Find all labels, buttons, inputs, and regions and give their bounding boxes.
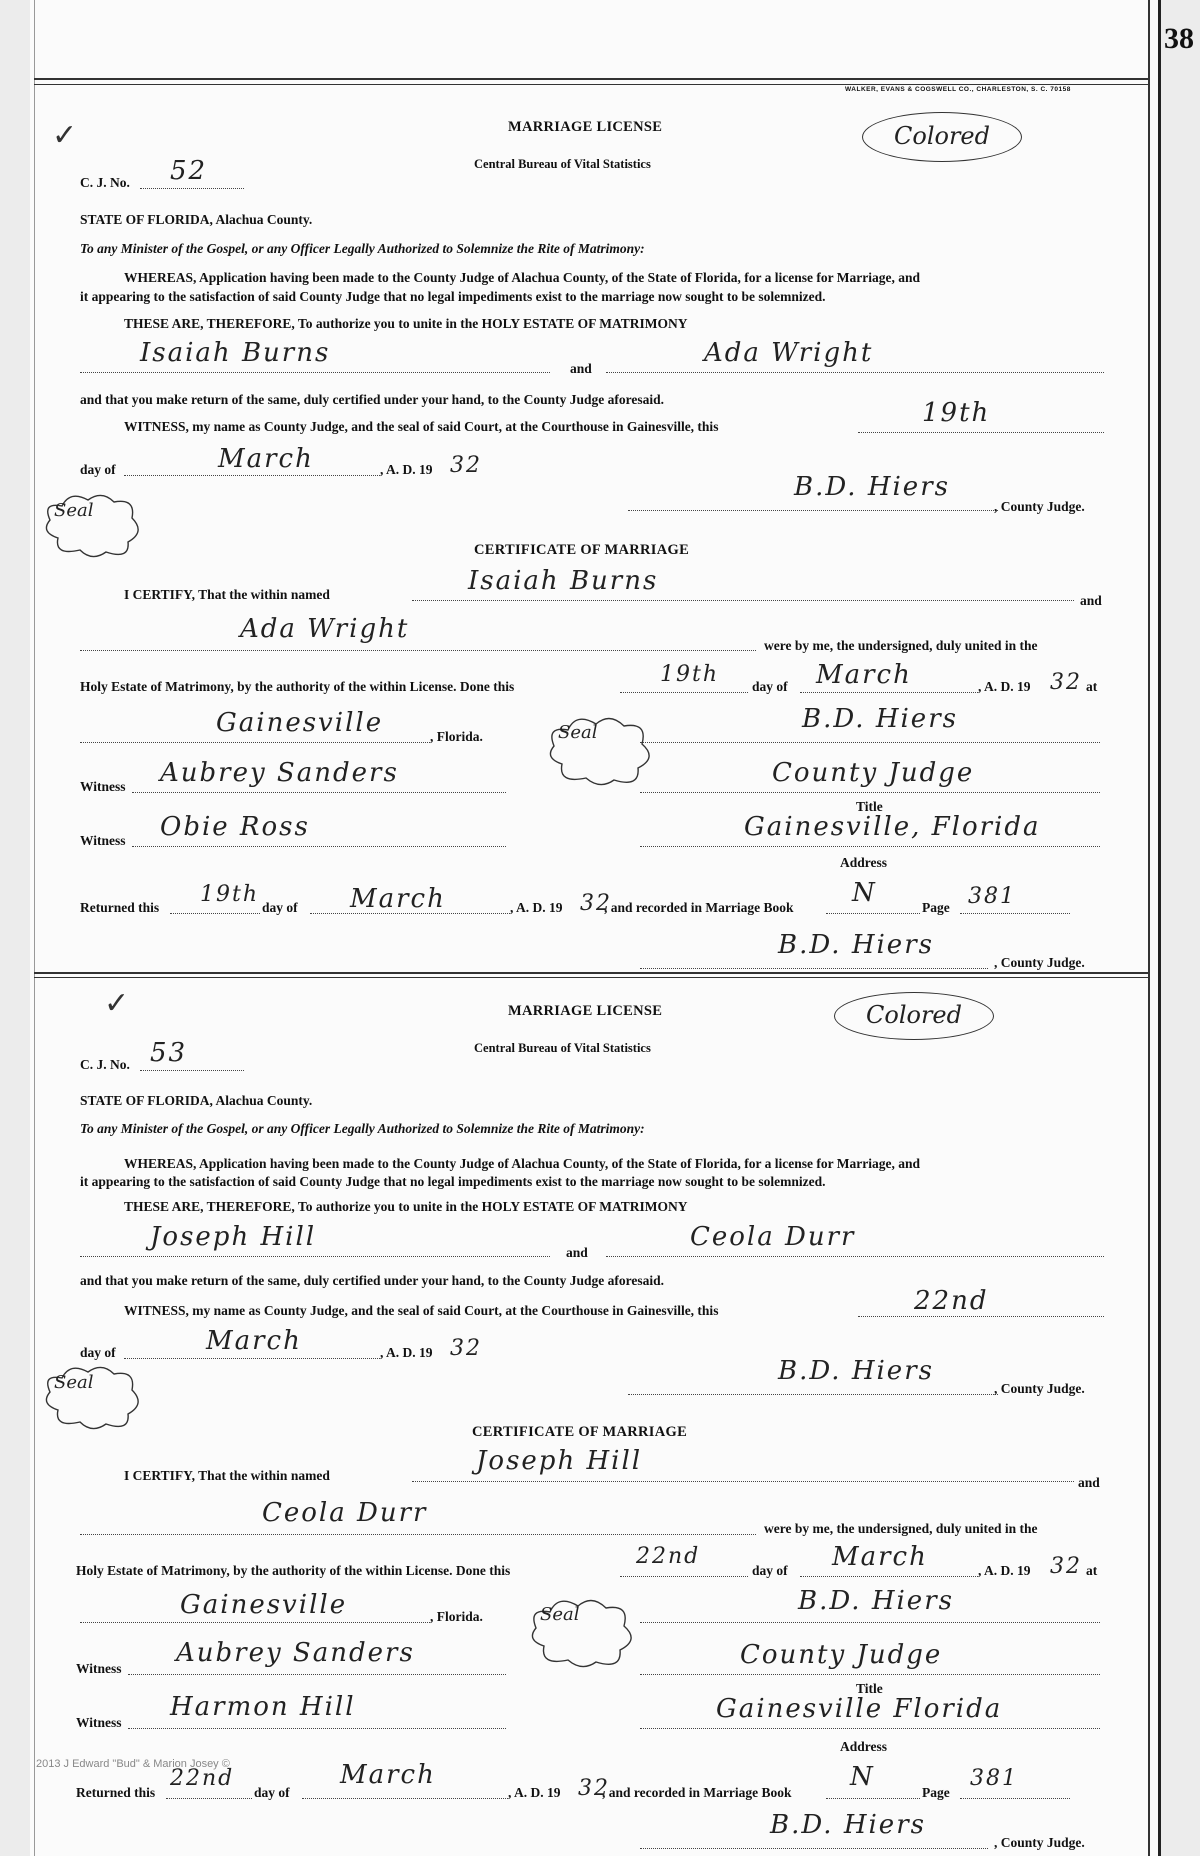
were-by-me-label: were by me, the undersigned, duly united in the	[764, 638, 1038, 653]
page-edge-right	[1148, 0, 1150, 1856]
done-year: 32	[1050, 1554, 1082, 1579]
binding-edge	[1158, 0, 1161, 1856]
license-title: MARRIAGE LICENSE	[508, 119, 663, 135]
title-label: Title	[856, 799, 883, 814]
witness-statement: WITNESS, my name as County Judge, and the seal of said Court, at the Courthouse in Gainesville, this	[124, 419, 719, 434]
witness1: Aubrey Sanders	[160, 758, 399, 788]
groom-name: Isaiah Burns	[140, 338, 331, 368]
judge-signature-line	[628, 510, 998, 511]
license-month-line	[124, 1358, 380, 1359]
cert-seal-stamp	[526, 1594, 646, 1672]
these-are-line: THESE ARE, THEREFORE, To authorize you to unite in the HOLY ESTATE OF MATRIMONY	[124, 1199, 688, 1214]
cert-bride: Ada Wright	[240, 614, 410, 644]
record-divider	[34, 972, 1148, 974]
top-rule	[34, 78, 1148, 80]
day-of-label: day of	[80, 1345, 116, 1360]
at-label: at	[1086, 679, 1098, 694]
printer-imprint: WALKER, EVANS & COGSWELL CO., CHARLESTON, S. C. 70158	[845, 86, 1071, 93]
officiant-signature-line	[640, 742, 1100, 743]
witness-statement: WITNESS, my name as County Judge, and the seal of said Court, at the Courthouse in Gainesville, this	[124, 1303, 719, 1318]
returned-day: 22nd	[170, 1766, 235, 1791]
cert-day-of-label: day of	[752, 679, 788, 694]
cert-groom-line	[412, 1481, 1074, 1482]
address-label: Address	[840, 855, 888, 870]
license-year: 32	[450, 1336, 482, 1361]
cert-and-label: and	[1078, 1475, 1100, 1490]
holy-estate-label: Holy Estate of Matrimony, by the authority of the within License. Done this	[76, 1563, 511, 1578]
county-judge-label: , County Judge.	[994, 1381, 1085, 1396]
returned-day: 19th	[200, 882, 260, 907]
check-mark-icon: ✓	[52, 118, 78, 153]
cj-no-label: C. J. No.	[80, 175, 130, 190]
groom-name: Joseph Hill	[150, 1222, 317, 1252]
witness1-label: Witness	[80, 779, 126, 794]
cert-seal-stamp	[544, 712, 664, 790]
florida-label: , Florida.	[430, 729, 483, 744]
bride-line	[606, 372, 1104, 373]
judge-signature: B.D. Hiers	[794, 472, 950, 502]
done-day-line	[620, 692, 748, 693]
license-day-line	[858, 432, 1104, 433]
officiant-signature: B.D. Hiers	[802, 704, 958, 734]
page-value: 381	[968, 884, 1016, 909]
license-day: 19th	[922, 398, 991, 428]
at-label: at	[1086, 1563, 1098, 1578]
address-label: Address	[840, 1739, 888, 1754]
title-label: Title	[856, 1681, 883, 1696]
bureau-label: Central Bureau of Vital Statistics	[474, 1041, 651, 1055]
officiant-address-line	[640, 846, 1100, 847]
done-month-line	[800, 692, 978, 693]
cj-no-label: C. J. No.	[80, 1057, 130, 1072]
done-day-line	[620, 1576, 748, 1577]
witness1-line	[132, 792, 506, 793]
book-line	[826, 913, 920, 914]
colored-annotation: Colored	[862, 112, 1022, 162]
page-edge-left	[34, 0, 35, 1856]
returned-ad-label: , A. D. 19	[510, 900, 563, 915]
whereas-line-1: WHEREAS, Application having been made to the County Judge of Alachua County, of the State of Florida, for a license for Marriage, and	[124, 270, 921, 285]
witness1: Aubrey Sanders	[176, 1638, 415, 1668]
county-judge-label: , County Judge.	[994, 499, 1085, 514]
done-day: 19th	[660, 662, 720, 687]
page-line	[960, 1798, 1070, 1799]
to-any-line: To any Minister of the Gospel, or any Officer Legally Authorized to Solemnize the Rite of Matrimony:	[80, 1121, 645, 1136]
seal-label: Seal	[54, 1372, 94, 1393]
return-line: and that you make return of the same, duly certified under your hand, to the County Judge aforesaid.	[80, 1273, 665, 1288]
i-certify-label: I CERTIFY, That the within named	[124, 587, 330, 602]
recorder-signature-line	[640, 968, 988, 969]
recorder-county-judge-label: , County Judge.	[994, 955, 1085, 970]
recorded-label: , and recorded in Marriage Book	[604, 900, 794, 915]
cert-seal-label: Seal	[558, 722, 598, 743]
groom-line	[80, 372, 550, 373]
ad-label: , A. D. 19	[380, 462, 433, 477]
these-are-line: THESE ARE, THEREFORE, To authorize you to unite in the HOLY ESTATE OF MATRIMONY	[124, 316, 688, 331]
page-label: Page	[922, 900, 950, 915]
whereas-line-2: it appearing to the satisfaction of said County Judge that no legal impediments exist to the marriage now sought to be solemnized.	[80, 1174, 826, 1189]
officiant-address: Gainesville, Florida	[744, 812, 1041, 842]
bride-name: Ada Wright	[704, 338, 874, 368]
were-by-me-label: were by me, the undersigned, duly united in the	[764, 1521, 1038, 1536]
cj-no-value: 52	[170, 156, 208, 186]
state-line: STATE OF FLORIDA, Alachua County.	[80, 1093, 313, 1108]
officiant-address: Gainesville Florida	[716, 1694, 1003, 1724]
and-label: and	[570, 361, 592, 376]
page-number: 38	[1164, 22, 1194, 55]
to-any-line: To any Minister of the Gospel, or any Officer Legally Authorized to Solemnize the Rite of Matrimony:	[80, 241, 645, 256]
place-line	[80, 742, 430, 743]
judge-signature-line	[628, 1394, 998, 1395]
officiant-signature-line	[640, 1622, 1100, 1623]
recorded-label: , and recorded in Marriage Book	[602, 1785, 792, 1800]
witness2-line	[132, 846, 506, 847]
cj-no-line	[140, 1070, 244, 1071]
license-year: 32	[450, 453, 482, 478]
cert-bride-line	[80, 1534, 756, 1535]
license-month-line	[124, 475, 380, 476]
holy-estate-label: Holy Estate of Matrimony, by the authority of the within License. Done this	[80, 679, 515, 694]
check-mark-icon: ✓	[104, 986, 130, 1021]
place: Gainesville	[216, 708, 384, 738]
bureau-label: Central Bureau of Vital Statistics	[474, 157, 651, 171]
license-month: March	[218, 444, 314, 474]
done-month: March	[832, 1542, 928, 1572]
day-of-label: day of	[80, 462, 116, 477]
witness2: Harmon Hill	[170, 1692, 356, 1722]
cert-ad-label: , A. D. 19	[978, 679, 1031, 694]
seal-stamp	[40, 490, 150, 562]
done-month: March	[816, 660, 912, 690]
witness2-label: Witness	[76, 1715, 122, 1730]
state-line: STATE OF FLORIDA, Alachua County.	[80, 212, 313, 227]
returned-day-line	[166, 1798, 252, 1799]
copyright-notice: 2013 J Edward "Bud" & Marion Josey ©	[36, 1758, 230, 1770]
license-day: 22nd	[914, 1286, 989, 1316]
florida-label: , Florida.	[430, 1609, 483, 1624]
whereas-line-2: it appearing to the satisfaction of said County Judge that no legal impediments exist to the marriage now sought to be solemnized.	[80, 289, 826, 304]
done-month-line	[800, 1576, 978, 1577]
cj-no-value: 53	[150, 1038, 188, 1068]
witness1-label: Witness	[76, 1661, 122, 1676]
returned-label: Returned this	[76, 1785, 156, 1800]
book-line	[826, 1798, 920, 1799]
officiant-title-line	[640, 1674, 1100, 1675]
page-label: Page	[922, 1785, 950, 1800]
license-title: MARRIAGE LICENSE	[508, 1003, 663, 1019]
returned-year: 32	[578, 1776, 610, 1801]
cert-day-of-label: day of	[752, 1563, 788, 1578]
page-line	[960, 913, 1070, 914]
bride-line	[606, 1256, 1104, 1257]
top-rule-thin	[34, 84, 1148, 85]
license-day-line	[858, 1316, 1104, 1317]
cert-bride: Ceola Durr	[262, 1498, 428, 1528]
bride-name: Ceola Durr	[690, 1222, 856, 1252]
cert-ad-label: , A. D. 19	[978, 1563, 1031, 1578]
recorder-signature: B.D. Hiers	[770, 1810, 926, 1840]
done-year: 32	[1050, 670, 1082, 695]
record-divider-thin	[34, 977, 1148, 978]
officiant-address-line	[640, 1728, 1100, 1729]
cert-title: CERTIFICATE OF MARRIAGE	[474, 542, 690, 558]
cj-no-line	[140, 188, 244, 189]
whereas-line-1: WHEREAS, Application having been made to the County Judge of Alachua County, of the State of Florida, for a license for Marriage, and	[124, 1156, 921, 1171]
officiant-title: County Judge	[772, 758, 975, 788]
returned-month: March	[350, 884, 446, 914]
ad-label: , A. D. 19	[380, 1345, 433, 1360]
cert-groom: Isaiah Burns	[468, 566, 659, 596]
cert-seal-label: Seal	[540, 1604, 580, 1625]
recorder-signature-line	[640, 1848, 988, 1849]
officiant-signature: B.D. Hiers	[798, 1586, 954, 1616]
witness1-line	[128, 1674, 506, 1675]
seal-label: Seal	[54, 500, 94, 521]
return-line: and that you make return of the same, duly certified under your hand, to the County Judge aforesaid.	[80, 392, 665, 407]
cert-groom: Joseph Hill	[476, 1446, 643, 1476]
cert-bride-line	[80, 650, 756, 651]
returned-month-line	[302, 1798, 508, 1799]
returned-day-of-label: day of	[262, 900, 298, 915]
done-day: 22nd	[636, 1544, 701, 1569]
returned-day-of-label: day of	[254, 1785, 290, 1800]
license-month: March	[206, 1326, 302, 1356]
returned-day-line	[170, 913, 260, 914]
judge-signature: B.D. Hiers	[778, 1356, 934, 1386]
returned-ad-label: , A. D. 19	[508, 1785, 561, 1800]
returned-label: Returned this	[80, 900, 160, 915]
page-value: 381	[970, 1766, 1018, 1791]
returned-year: 32	[580, 891, 612, 916]
book: N	[850, 1762, 875, 1792]
officiant-title-line	[640, 792, 1100, 793]
cert-and-label: and	[1080, 593, 1102, 608]
witness2: Obie Ross	[160, 812, 310, 842]
i-certify-label: I CERTIFY, That the within named	[124, 1468, 330, 1483]
book: N	[852, 878, 877, 908]
witness2-line	[128, 1728, 506, 1729]
recorder-county-judge-label: , County Judge.	[994, 1835, 1085, 1850]
groom-line	[80, 1256, 550, 1257]
place: Gainesville	[180, 1590, 348, 1620]
cert-groom-line	[412, 600, 1074, 601]
returned-month: March	[340, 1760, 436, 1790]
colored-annotation: Colored	[834, 992, 994, 1040]
witness2-label: Witness	[80, 833, 126, 848]
cert-title: CERTIFICATE OF MARRIAGE	[472, 1424, 688, 1440]
place-line	[80, 1622, 430, 1623]
recorder-signature: B.D. Hiers	[778, 930, 934, 960]
officiant-title: County Judge	[740, 1640, 943, 1670]
and-label: and	[566, 1245, 588, 1260]
seal-stamp	[40, 1362, 150, 1434]
